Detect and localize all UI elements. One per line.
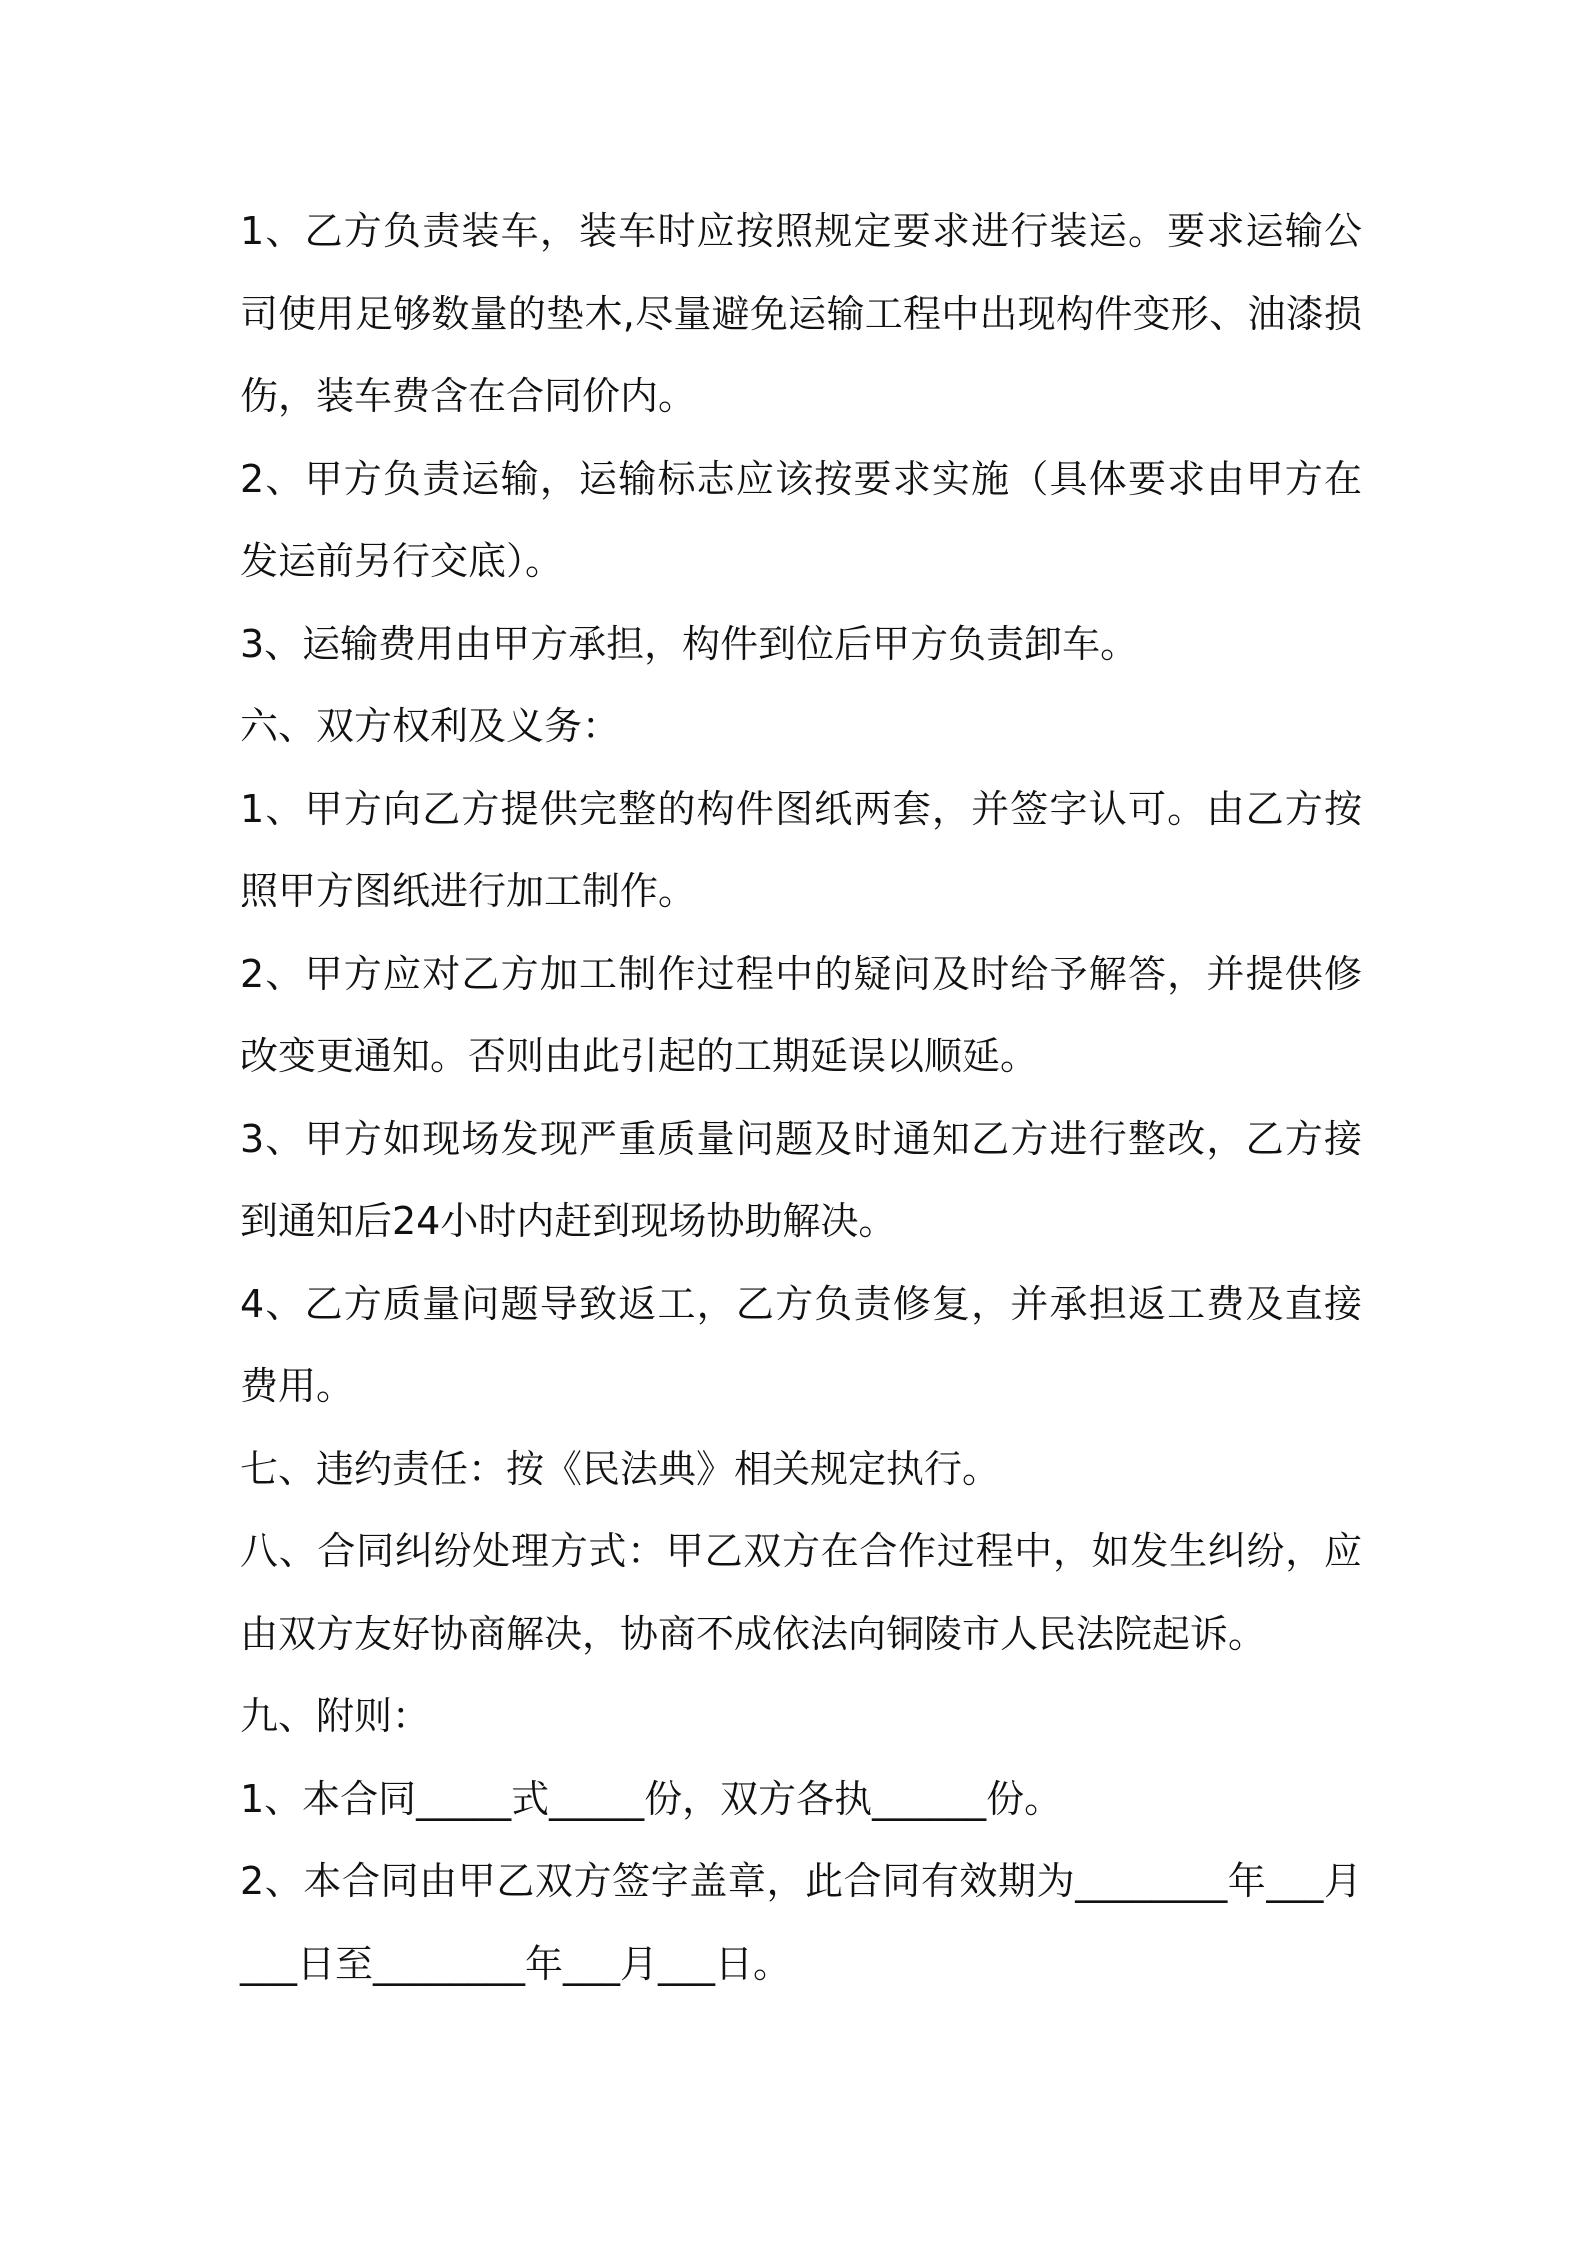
paragraph-quality-notice: 3、甲方如现场发现严重质量问题及时通知乙方进行整改，乙方接到通知后24小时内赶到现场协助解决。 (240, 1116, 1362, 1243)
section-heading-disputes: 八、合同纠纷处理方式：甲乙双方在合作过程中，如发生纠纷，应由双方友好协商解决，协商不成依法向铜陵市人民法院起诉。 (240, 1529, 1362, 1656)
paragraph-rework: 4、乙方质量问题导致返工，乙方负责修复，并承担返工费及直接费用。 (240, 1281, 1362, 1408)
section-heading-appendix: 九、附则： (240, 1694, 431, 1738)
section-heading-rights: 六、双方权利及义务： (240, 704, 621, 748)
paragraph-loading: 1、乙方负责装车，装车时应按照规定要求进行装运。要求运输公司使用足够数量的垫木,尽量避免运输工程中出现构件变形、油漆损伤，装车费含在合同价内。 (240, 209, 1362, 418)
paragraph-copies: 1、本合同_____式_____份，双方各执______份。 (240, 1776, 1063, 1821)
paragraph-validity: 2、本合同由甲乙双方签字盖章，此合同有效期为________年___月___日至________年___月___日。 (240, 1859, 1362, 1986)
paragraph-drawings: 1、甲方向乙方提供完整的构件图纸两套，并签字认可。由乙方按照甲方图纸进行加工制作。 (240, 786, 1362, 913)
section-heading-liability: 七、违约责任：按《民法典》相关规定执行。 (240, 1446, 1001, 1491)
paragraph-transport-cost: 3、运输费用由甲方承担，构件到位后甲方负责卸车。 (240, 621, 1139, 666)
paragraph-transport: 2、甲方负责运输，运输标志应该按要求实施（具体要求由甲方在发运前另行交底）。 (240, 456, 1362, 583)
paragraph-answers: 2、甲方应对乙方加工制作过程中的疑问及时给予解答，并提供修改变更通知。否则由此引起的工期延误以顺延。 (240, 951, 1362, 1078)
document-body (240, 190, 1362, 2005)
